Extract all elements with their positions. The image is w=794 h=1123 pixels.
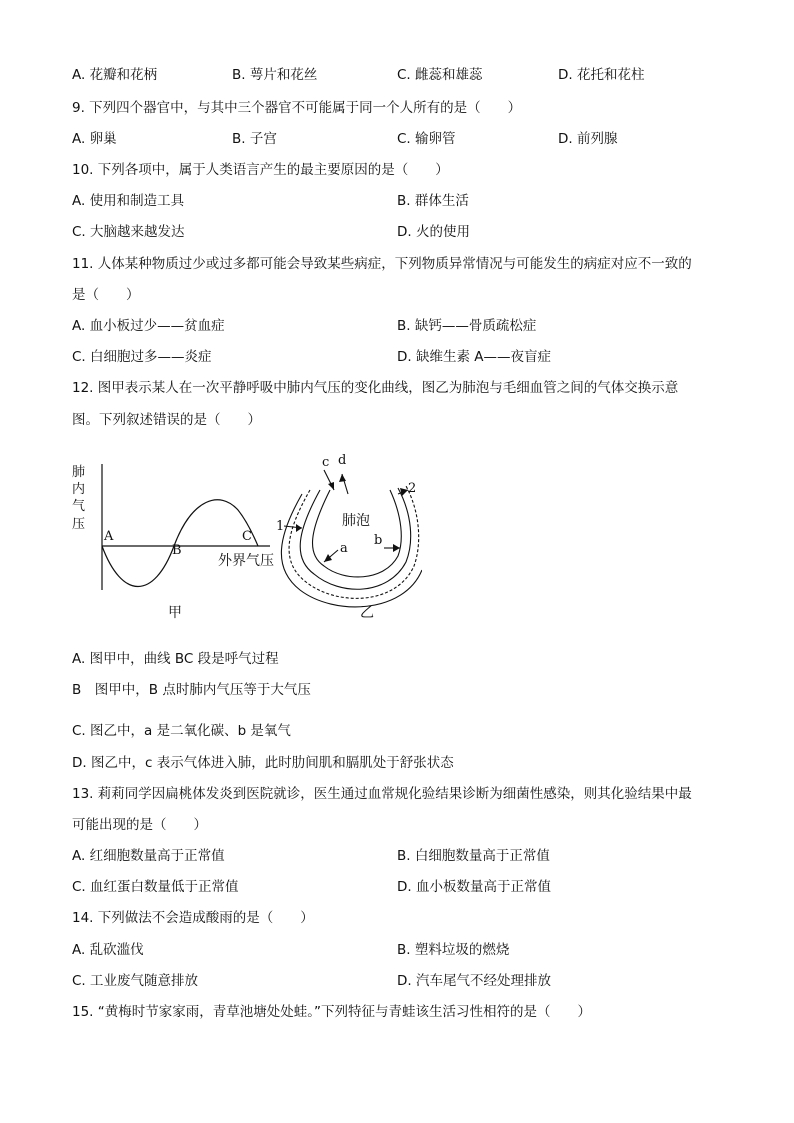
yi-label-1: 1 (276, 519, 285, 534)
q8-option-b: B. 萼片和花丝 (232, 67, 318, 83)
q14-stem: 14. 下列做法不会造成酸雨的是（ ） (72, 910, 314, 926)
yi-alveolus-wall-inner-2 (313, 490, 402, 577)
q14-option-b: B. 塑料垃圾的燃烧 (397, 942, 510, 958)
q10-option-c: C. 大脑越来越发达 (72, 224, 185, 240)
yi-capillary-edge (281, 494, 422, 607)
q12-figure (62, 450, 422, 630)
q12-option-c: C. 图乙中，a 是二氧化碳、b 是氧气 (72, 723, 291, 739)
q13-stem-line2: 可能出现的是（ ） (72, 817, 207, 833)
q11-option-b: B. 缺钙——骨质疏松症 (397, 318, 537, 334)
q12-option-d: D. 图乙中，c 表示气体进入肺，此时肋间肌和膈肌处于舒张状态 (72, 755, 454, 771)
q13-option-c: C. 血红蛋白数量低于正常值 (72, 879, 239, 895)
q11-option-a: A. 血小板过少——贫血症 (72, 318, 225, 334)
yi-alveolus-wall-inner (300, 488, 410, 589)
jia-caption: 甲 (168, 605, 182, 621)
q8-option-a: A. 花瓣和花柄 (72, 67, 158, 83)
q12-option-a: A. 图甲中，曲线 BC 段是呼气过程 (72, 651, 279, 667)
jia-baseline-label: 外界气压 (218, 553, 274, 569)
jia-point-c: C (242, 529, 252, 544)
yi-capillary-outer (289, 486, 419, 598)
q10-option-a: A. 使用和制造工具 (72, 193, 185, 209)
q11-option-c: C. 白细胞过多——炎症 (72, 349, 212, 365)
figure-yi-diagram (281, 470, 422, 607)
q14-option-c: C. 工业废气随意排放 (72, 973, 199, 989)
q13-option-d: D. 血小板数量高于正常值 (397, 879, 551, 895)
q10-stem: 10. 下列各项中，属于人类语言产生的最主要原因的是（ ） (72, 162, 449, 178)
q13-option-a: A. 红细胞数量高于正常值 (72, 848, 225, 864)
jia-point-a: A (104, 529, 114, 544)
q13-stem-line1: 13. 莉莉同学因扁桃体发炎到医院就诊，医生通过血常规化验结果诊断为细菌性感染，则其化验结果中最 (72, 786, 692, 802)
q11-stem-line2: 是（ ） (72, 287, 140, 303)
q9-stem: 9. 下列四个器官中，与其中三个器官不可能属于同一个人所有的是（ ） (72, 100, 522, 116)
q13-option-b: B. 白细胞数量高于正常值 (397, 848, 550, 864)
jia-point-b: B (172, 543, 182, 558)
q12-option-b: B 图甲中，B 点时肺内气压等于大气压 (72, 682, 311, 698)
yi-label-a: a (340, 541, 348, 556)
yi-caption: 乙 (360, 605, 374, 621)
jia-ylabel-2: 内 (72, 482, 86, 497)
q9-option-b: B. 子宫 (232, 131, 277, 147)
yi-label-2: 2 (408, 481, 417, 496)
yi-alveolus-label: 肺泡 (342, 513, 370, 529)
q11-stem-line1: 11. 人体某种物质过少或过多都可能会导致某些病症，下列物质异常情况与可能发生的病症对应不一致的 (72, 256, 692, 272)
q10-option-d: D. 火的使用 (397, 224, 470, 240)
jia-ylabel-3: 气 (72, 499, 86, 514)
q14-option-a: A. 乱砍滥伐 (72, 942, 144, 958)
q12-stem-line2: 图。下列叙述错误的是（ ） (72, 412, 261, 428)
q10-option-b: B. 群体生活 (397, 193, 469, 209)
q9-option-c: C. 输卵管 (397, 131, 456, 147)
q14-option-d: D. 汽车尾气不经处理排放 (397, 973, 551, 989)
yi-label-b: b (374, 533, 383, 548)
figure-jia-graph (102, 464, 270, 590)
q11-option-d: D. 缺维生素 A——夜盲症 (397, 349, 552, 365)
q12-stem-line1: 12. 图甲表示某人在一次平静呼吸中肺内气压的变化曲线，图乙为肺泡与毛细血管之间的气体交换示意 (72, 380, 679, 396)
jia-ylabel-4: 压 (72, 517, 86, 532)
jia-ylabel-1: 肺 (72, 465, 86, 480)
q9-option-d: D. 前列腺 (558, 131, 618, 147)
q9-option-a: A. 卵巢 (72, 131, 117, 147)
yi-label-d: d (338, 453, 347, 468)
yi-label-c: c (322, 455, 330, 470)
q15-stem: 15. “黄梅时节家家雨，青草池塘处处蛙。”下列特征与青蛙该生活习性相符的是（ ） (72, 1004, 591, 1020)
q8-option-c: C. 雌蕊和雄蕊 (397, 67, 483, 83)
q8-option-d: D. 花托和花柱 (558, 67, 645, 83)
